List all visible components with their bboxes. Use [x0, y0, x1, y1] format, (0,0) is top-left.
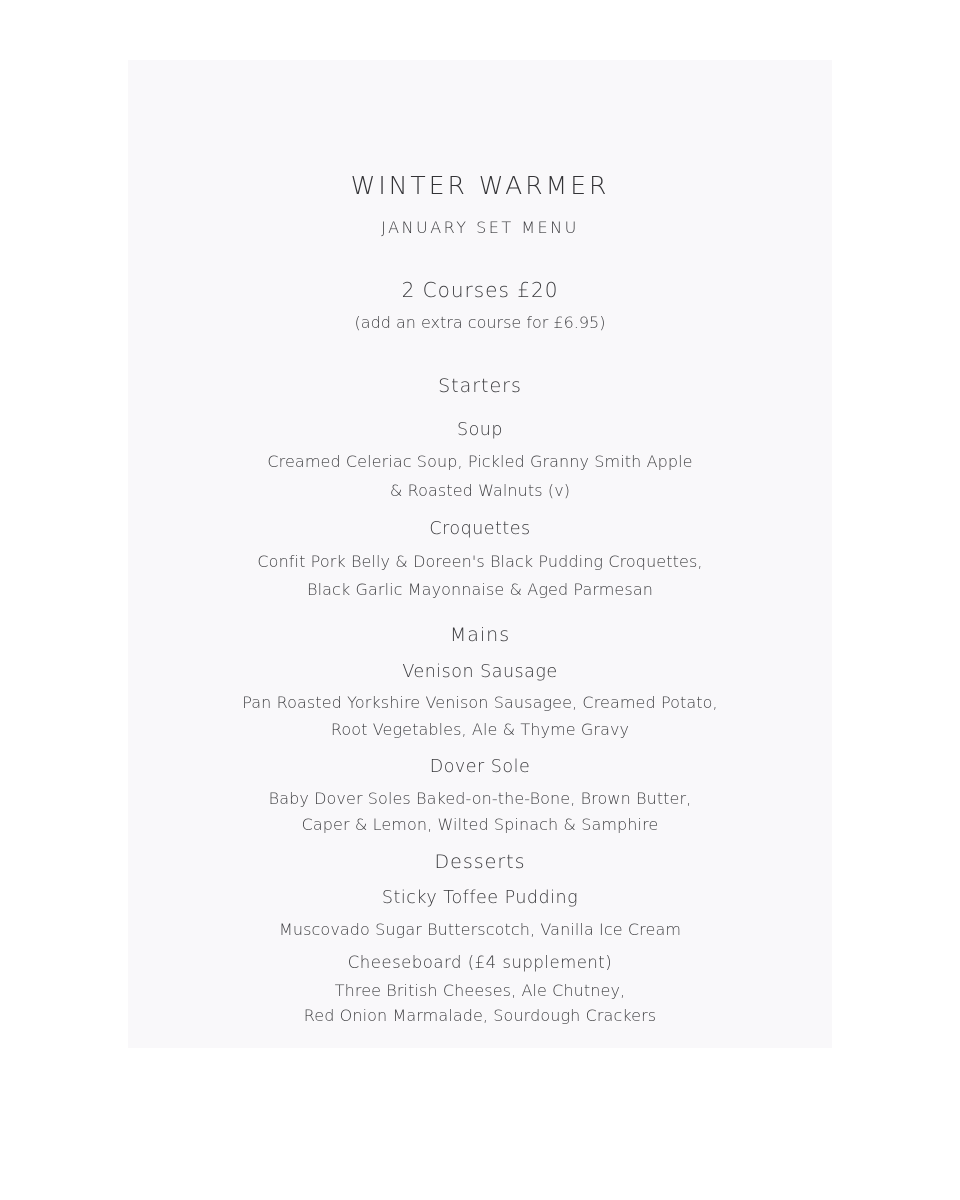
dish-description-line: Muscovado Sugar Butterscotch, Vanilla Ice Cream [278, 920, 682, 939]
dish-description-line: Creamed Celeriac Soup, Pickled Granny Smith Apple [267, 452, 693, 471]
dish-name-soup: Soup [456, 420, 503, 440]
menu-content [128, 0, 832, 1200]
dish-description-line: Confit Pork Belly & Doreen's Black Pudding Croquettes, [257, 552, 703, 571]
dish-description-line: Three British Cheeses, Ale Chutney, [334, 981, 626, 1000]
dish-name-dover-sole: Dover Sole [429, 757, 531, 777]
section-heading-starters: Starters [438, 375, 522, 397]
dish-description-line: Caper & Lemon, Wilted Spinach & Samphire [301, 815, 659, 834]
dish-name-sticky-toffee-pudding: Sticky Toffee Pudding [381, 888, 579, 908]
dish-description-line: Baby Dover Soles Baked-on-the-Bone, Brown Butter, [268, 789, 692, 808]
menu-price: 2 Courses £20 [401, 278, 559, 302]
section-heading-mains: Mains [449, 624, 511, 646]
dish-name-croquettes: Croquettes [429, 519, 531, 539]
menu-price-note: (add an extra course for £6.95) [354, 313, 606, 332]
menu-title: WINTER WARMER [350, 171, 610, 200]
dish-description-line: & Roasted Walnuts (v) [389, 481, 571, 500]
dish-description-line: Pan Roasted Yorkshire Venison Sausagee, Creamed Potato, [242, 693, 718, 712]
dish-description-line: Red Onion Marmalade, Sourdough Crackers [303, 1006, 657, 1025]
section-heading-desserts: Desserts [434, 851, 526, 873]
dish-description-line: Root Vegetables, Ale & Thyme Gravy [330, 720, 630, 739]
dish-name-cheeseboard: Cheeseboard (£4 supplement) [347, 953, 613, 972]
dish-description-line: Black Garlic Mayonnaise & Aged Parmesan [307, 580, 653, 599]
dish-name-venison-sausage: Venison Sausage [402, 662, 558, 682]
menu-subtitle: JANUARY SET MENU [381, 218, 579, 237]
